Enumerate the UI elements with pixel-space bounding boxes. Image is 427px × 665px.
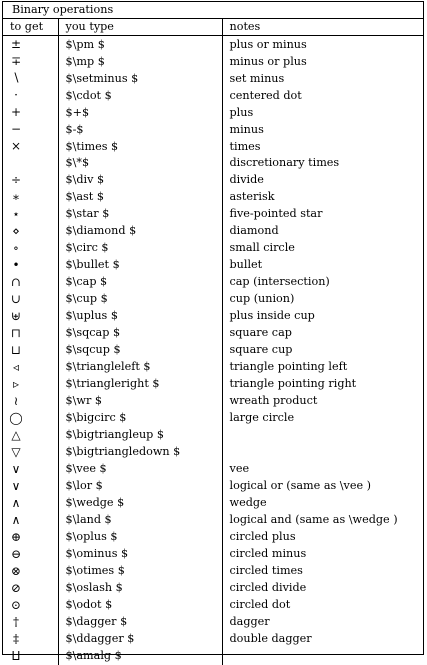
notes-cell: triangle pointing right — [229, 377, 357, 390]
notes-cell: bullet — [229, 258, 263, 271]
notes-cell: cup (union) — [229, 292, 295, 305]
symbol-cell — [3, 291, 58, 308]
table-row — [3, 614, 423, 631]
table-row — [3, 206, 423, 223]
symbol-glyph: + — [10, 105, 22, 119]
notes-cell: plus — [229, 105, 254, 119]
table-row — [3, 325, 423, 342]
symbol-glyph: ∨ — [11, 478, 21, 493]
latex-command-cell: $\otimes $ — [58, 563, 222, 580]
notes-cell: centered dot — [229, 88, 302, 102]
notes-cell: logical or (same as \vee ) — [229, 479, 372, 492]
table-row — [3, 87, 423, 104]
notes-cell: asterisk — [229, 190, 275, 203]
symbol-glyph: ⨿ — [11, 648, 21, 663]
latex-command-cell: $\triangleright $ — [58, 376, 222, 393]
symbol-cell — [3, 53, 58, 70]
notes-cell: circled dot — [229, 598, 291, 611]
notes-cell: circled times — [229, 564, 303, 577]
latex-command-cell: $\odot $ — [58, 597, 222, 614]
symbol-glyph: ∗ — [11, 189, 21, 204]
table-row — [3, 597, 423, 614]
symbol-cell — [3, 597, 58, 614]
table-row — [3, 512, 423, 529]
table-row — [3, 529, 423, 546]
symbol-cell — [3, 342, 58, 359]
symbol-cell — [3, 427, 58, 444]
latex-command-cell: $\cap $ — [58, 274, 222, 291]
table-row — [3, 257, 423, 274]
notes-cell: wedge — [229, 496, 267, 509]
symbol-cell — [3, 172, 58, 189]
notes-cell: diamond — [229, 224, 279, 237]
symbol-glyph: ▹ — [12, 376, 20, 391]
symbol-glyph: ∪ — [10, 291, 22, 306]
symbol-glyph: ⊗ — [10, 563, 22, 578]
symbol-glyph: ▽ — [11, 444, 21, 459]
latex-command-cell: $\oslash $ — [58, 580, 222, 597]
notes-cell: vee — [229, 462, 250, 475]
latex-command-cell: $\ast $ — [58, 189, 222, 206]
table-row — [3, 546, 423, 563]
symbol-cell — [3, 614, 58, 631]
symbol-cell — [3, 87, 58, 104]
latex-command-cell: $\diamond $ — [58, 223, 222, 240]
symbol-glyph: ≀ — [13, 393, 19, 408]
latex-command-cell: $\ddagger $ — [58, 631, 222, 648]
symbol-cell — [3, 512, 58, 529]
symbol-glyph: × — [10, 139, 22, 153]
table-header — [3, 19, 423, 36]
latex-command-cell: $\bigtriangleup $ — [58, 427, 222, 444]
table-row — [3, 138, 423, 155]
symbol-cell — [3, 257, 58, 274]
latex-command-cell: $\oplus $ — [58, 529, 222, 546]
latex-command-cell: $\circ $ — [58, 240, 222, 257]
table-body — [3, 36, 423, 665]
symbol-cell — [3, 104, 58, 121]
symbol-glyph: ∓ — [10, 54, 22, 68]
symbol-glyph: ∩ — [10, 274, 22, 289]
notes-cell: wreath product — [229, 394, 318, 407]
notes-cell — [222, 648, 423, 665]
symbol-cell — [3, 461, 58, 478]
latex-command-cell: $\wr $ — [58, 393, 222, 410]
notes-cell: circled divide — [229, 581, 307, 594]
notes-cell: square cup — [229, 343, 293, 356]
symbol-glyph: ± — [10, 37, 22, 51]
symbol-glyph: ⋄ — [12, 223, 20, 238]
symbol-glyph: − — [10, 122, 22, 136]
symbol-cell — [3, 529, 58, 546]
table-row — [3, 495, 423, 512]
table-row — [3, 155, 423, 172]
symbol-glyph: ⊔ — [10, 342, 22, 357]
notes-cell: minus — [229, 122, 264, 136]
table-row — [3, 189, 423, 206]
latex-command-cell: $\land $ — [58, 512, 222, 529]
latex-command-cell: $\lor $ — [58, 478, 222, 495]
symbol-cell — [3, 580, 58, 597]
latex-command-cell: $\uplus $ — [58, 308, 222, 325]
table-caption: Binary operations — [3, 2, 423, 19]
header-row — [3, 19, 423, 36]
latex-command-cell: $\vee $ — [58, 461, 222, 478]
symbol-glyph: ∧ — [11, 512, 21, 527]
table-row — [3, 70, 423, 87]
notes-cell: divide — [229, 173, 264, 186]
symbol-glyph: ⊖ — [10, 546, 22, 561]
latex-command-cell: $\amalg $ — [58, 648, 222, 665]
symbol-cell — [3, 121, 58, 138]
table-row — [3, 172, 423, 189]
symbol-glyph: ⊎ — [10, 308, 22, 323]
symbol-cell — [3, 495, 58, 512]
symbol-cell — [3, 410, 58, 427]
latex-command-cell: $\ominus $ — [58, 546, 222, 563]
notes-cell: set minus — [229, 71, 285, 85]
symbol-glyph: ∖ — [12, 71, 20, 85]
table-row — [3, 308, 423, 325]
latex-command-cell: $\times $ — [58, 138, 222, 155]
symbol-cell — [3, 206, 58, 223]
latex-command-cell: $\star $ — [58, 206, 222, 223]
symbol-cell — [3, 138, 58, 155]
symbol-cell — [3, 70, 58, 87]
notes-cell: dagger — [229, 615, 270, 628]
latex-command-cell: $+$ — [58, 104, 222, 121]
table-row — [3, 223, 423, 240]
symbol-cell — [3, 359, 58, 376]
latex-command-cell: $\bigtriangledown $ — [58, 444, 222, 461]
symbol-glyph: ◯ — [9, 410, 23, 425]
symbol-glyph: ∘ — [13, 240, 19, 255]
header-to-get: to get — [3, 19, 58, 36]
notes-cell — [222, 427, 423, 444]
latex-command-cell: $\pm $ — [58, 36, 222, 54]
table-row — [3, 648, 423, 665]
symbols-table — [3, 19, 423, 665]
table-row — [3, 563, 423, 580]
symbol-cell — [3, 325, 58, 342]
notes-cell: cap (intersection) — [229, 275, 330, 288]
table-row — [3, 291, 423, 308]
symbol-cell — [3, 36, 58, 54]
symbol-glyph: ⋆ — [12, 206, 20, 221]
symbol-glyph: · — [14, 88, 18, 102]
symbol-cell — [3, 563, 58, 580]
table-row — [3, 444, 423, 461]
table-row — [3, 240, 423, 257]
symbol-glyph: † — [13, 614, 19, 629]
table-row — [3, 461, 423, 478]
latex-command-cell: $\div $ — [58, 172, 222, 189]
latex-command-cell: $\bigcirc $ — [58, 410, 222, 427]
symbol-glyph: ⊘ — [10, 580, 22, 595]
latex-command-cell: $\triangleleft $ — [58, 359, 222, 376]
binary-operations-table — [2, 1, 424, 663]
latex-command-cell: $\dagger $ — [58, 614, 222, 631]
notes-cell: five-pointed star — [229, 207, 323, 220]
symbol-cell — [3, 240, 58, 257]
symbol-cell — [3, 393, 58, 410]
table-row — [3, 36, 423, 54]
symbol-cell — [3, 631, 58, 648]
symbol-glyph: ÷ — [10, 172, 22, 187]
table-row — [3, 376, 423, 393]
symbol-cell — [3, 189, 58, 206]
symbol-glyph: ⊙ — [10, 597, 22, 612]
symbol-glyph: ∨ — [11, 461, 21, 476]
table-row — [3, 121, 423, 138]
header-notes: notes — [222, 19, 423, 36]
table-row — [3, 274, 423, 291]
table-row — [3, 393, 423, 410]
symbol-cell — [3, 155, 58, 172]
symbol-cell — [3, 308, 58, 325]
symbol-cell — [3, 478, 58, 495]
latex-command-cell: $\cdot $ — [58, 87, 222, 104]
table-row — [3, 427, 423, 444]
notes-cell: circled minus — [229, 547, 307, 560]
latex-command-cell: $-$ — [58, 121, 222, 138]
table-row — [3, 478, 423, 495]
latex-command-cell: $\*$ — [58, 155, 222, 172]
symbol-glyph: ‡ — [13, 631, 19, 646]
table-row — [3, 53, 423, 70]
symbol-cell — [3, 648, 58, 665]
notes-cell: plus inside cup — [229, 309, 315, 322]
latex-command-cell: $\sqcap $ — [58, 325, 222, 342]
table-row — [3, 359, 423, 376]
latex-command-cell: $\sqcup $ — [58, 342, 222, 359]
symbol-cell — [3, 223, 58, 240]
table-row — [3, 580, 423, 597]
symbol-glyph: ∧ — [11, 495, 21, 510]
symbol-cell — [3, 274, 58, 291]
symbol-glyph: • — [12, 257, 20, 272]
symbol-cell — [3, 376, 58, 393]
symbol-glyph: ◃ — [12, 359, 20, 374]
symbol-cell — [3, 444, 58, 461]
latex-command-cell: $\mp $ — [58, 53, 222, 70]
notes-cell: plus or minus — [229, 37, 307, 51]
header-you-type: you type — [58, 19, 222, 36]
table-row — [3, 410, 423, 427]
notes-cell: minus or plus — [229, 54, 307, 68]
notes-cell: circled plus — [229, 530, 296, 543]
latex-command-cell: $\wedge $ — [58, 495, 222, 512]
notes-cell: double dagger — [229, 632, 312, 645]
notes-cell: triangle pointing left — [229, 360, 348, 373]
notes-cell: discretionary times — [229, 156, 340, 170]
latex-command-cell: $\setminus $ — [58, 70, 222, 87]
latex-command-cell: $\bullet $ — [58, 257, 222, 274]
table-row — [3, 342, 423, 359]
symbol-cell — [3, 546, 58, 563]
notes-cell: times — [229, 139, 261, 153]
table-row — [3, 631, 423, 648]
notes-cell: square cap — [229, 326, 292, 339]
notes-cell — [222, 444, 423, 461]
notes-cell: large circle — [229, 411, 295, 424]
notes-cell: logical and (same as \wedge ) — [229, 513, 398, 526]
latex-command-cell: $\cup $ — [58, 291, 222, 308]
symbol-glyph: ⊕ — [10, 529, 22, 544]
table-row — [3, 104, 423, 121]
symbol-glyph: ⊓ — [10, 325, 22, 340]
notes-cell: small circle — [229, 241, 295, 254]
symbol-glyph: △ — [11, 427, 21, 442]
